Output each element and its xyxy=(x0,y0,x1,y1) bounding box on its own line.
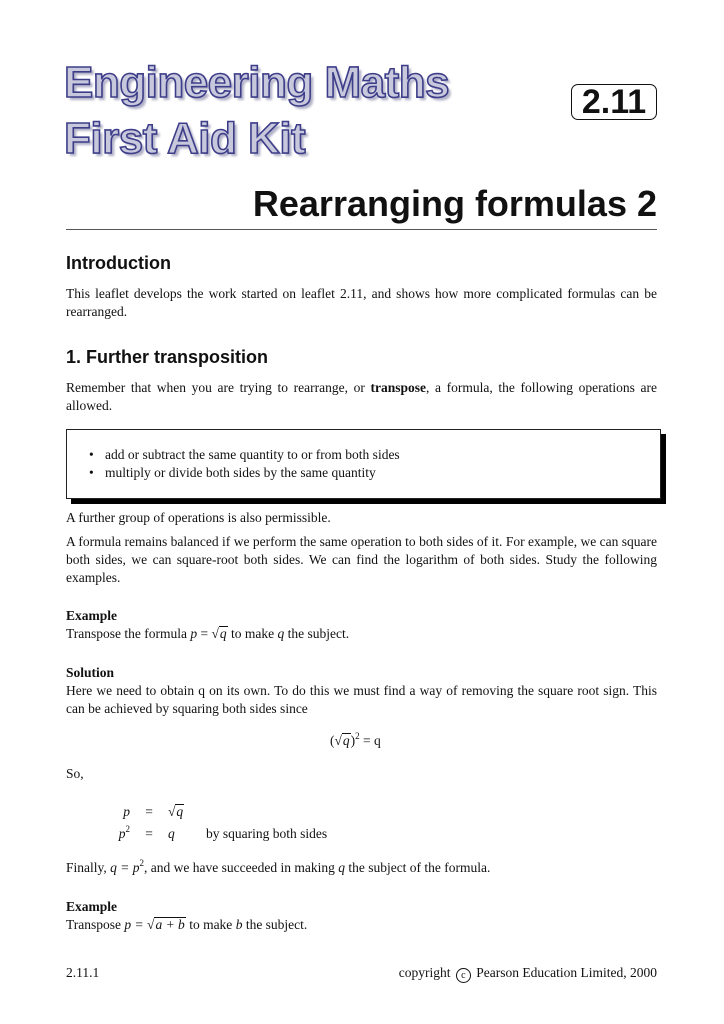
section1-paragraph-2: A further group of operations is also permissible. xyxy=(66,510,331,525)
eq-lhs: p xyxy=(123,804,130,819)
list-item: • add or subtract the same quantity to or from both sides xyxy=(89,446,400,464)
section1-paragraph-1: Remember that when you are trying to rearrange, or transpose, a formula, the following operations are allowed. xyxy=(66,380,657,413)
intro-text: This leaflet develops the work started on leaflet 2.11, and shows how more complicated formulas can be rearranged. xyxy=(66,286,657,319)
equation-array xyxy=(100,801,327,845)
equation-row xyxy=(100,823,327,845)
leaflet-number-badge: 2.11 xyxy=(571,84,657,120)
so-text: So, xyxy=(66,766,84,781)
example-1-text: Transpose the formula p = √q to make q the subject. xyxy=(66,626,350,641)
example-1-label: Example xyxy=(66,608,118,623)
solution-text: Here we need to obtain q on its own. To do this we must find a way of removing the square root sign. This can be achieved by squaring both sides since xyxy=(66,683,657,716)
eq-op: = xyxy=(145,826,153,841)
eq-note: by squaring both sides xyxy=(206,826,328,841)
intro-heading: Introduction xyxy=(66,253,171,273)
section1-paragraph-3: A formula remains balanced if we perform the same operation to both sides of it. For example, we can square both sides, we can square-root both sides. We can find the logarithm of both sides. Study the following examples. xyxy=(66,534,657,585)
equation-row xyxy=(100,801,327,823)
page-title: Rearranging formulas 2 xyxy=(252,183,657,224)
finally-text: Finally, $q = p^2$, and we have succeeded in making q the subject of the formula. xyxy=(66,858,491,875)
section-heading-further-transposition: 1. Further transposition xyxy=(66,347,269,367)
title-rule xyxy=(66,229,657,230)
page-code: 2.11.1 xyxy=(66,965,100,980)
logo-first-aid-kit: First Aid Kit xyxy=(64,114,306,163)
eq-op: = xyxy=(145,804,153,819)
display-equation: $(√q)^2 = q$ xyxy=(330,731,381,748)
example-2-label: Example xyxy=(66,899,118,914)
eq-note xyxy=(206,801,327,823)
copyright-notice: copyright c Pearson Education Limited, 2000 xyxy=(398,965,657,981)
allowed-operations-box xyxy=(66,429,661,499)
eq-rhs: √q xyxy=(168,804,184,819)
example-2-text: Transpose p = √a + b to make b the subject. xyxy=(66,917,308,932)
list-item: • multiply or divide both sides by the same quantity xyxy=(89,464,400,482)
eq-rhs: q xyxy=(168,826,175,841)
solution-label: Solution xyxy=(66,665,115,680)
eq-lhs: $p^2$ xyxy=(118,824,130,841)
copyright-icon: c xyxy=(456,968,471,983)
logo-engineering-maths: Engineering Maths xyxy=(64,58,450,107)
